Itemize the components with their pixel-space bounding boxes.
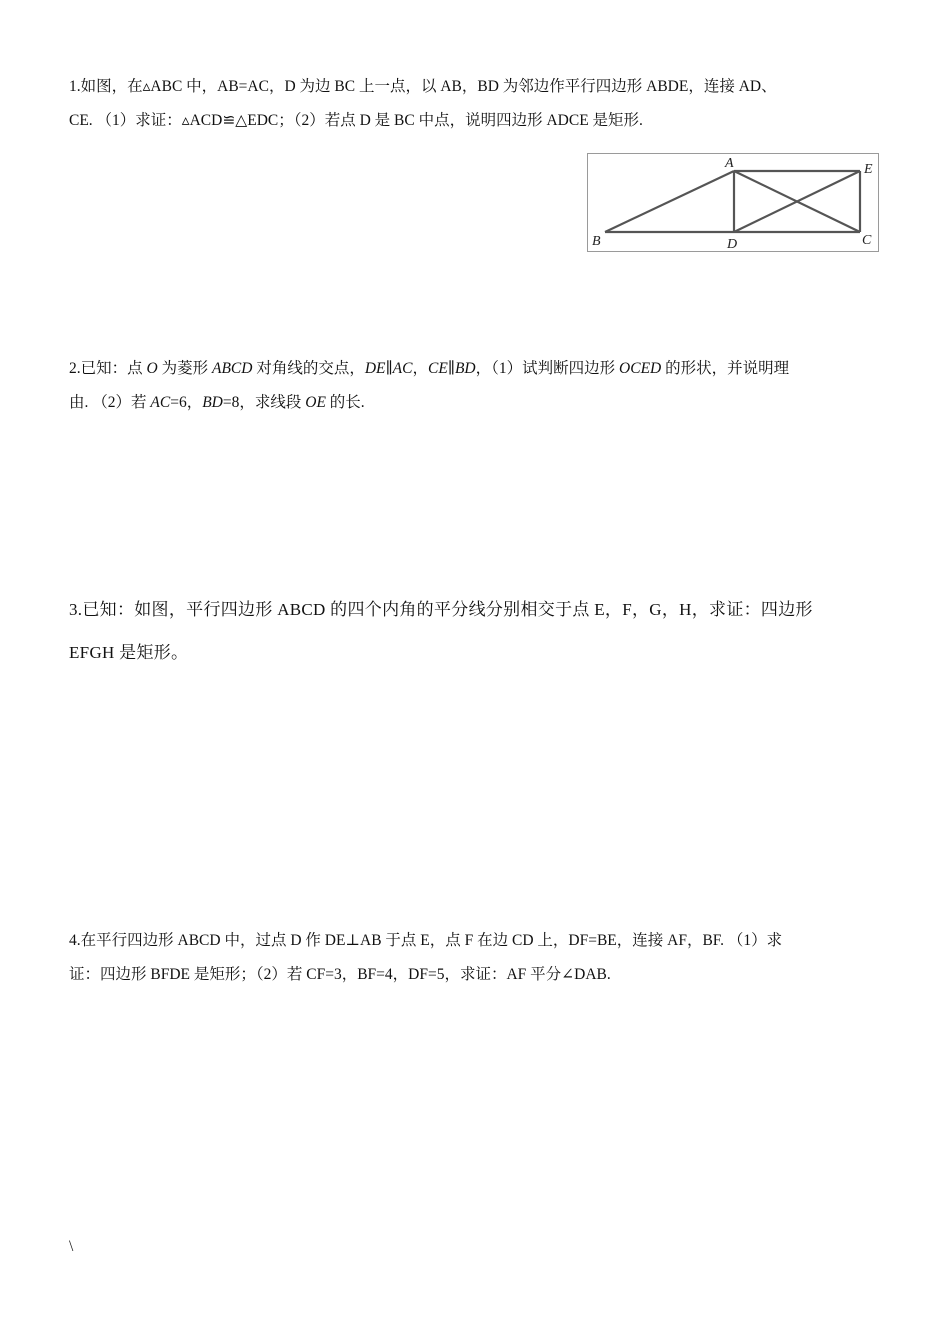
p2-text: =6， [170,394,203,411]
problem-4-line-1: 4.在平行四边形 ABCD 中，过点 D 作 DE⊥AB 于点 E，点 F 在边 CD 上，DF=BE，连接 AF，BF. （1）求 [69,932,783,949]
label-c: C [862,233,872,248]
problem-3 [69,588,881,674]
problem-3-line-2: EFGH 是矩形。 [69,643,189,662]
geometry-diagram [588,154,878,251]
p2-var: AC [150,394,171,411]
p2-var: O [146,360,158,377]
problem-4 [69,924,881,992]
label-a: A [725,156,734,171]
p2-var: DE∥AC [364,360,413,377]
problem-3-line-1: 3.已知：如图，平行四边形 ABCD 的四个内角的平分线分别相交于点 E，F，G，H，求证：四边形 [69,600,813,619]
problem-2 [69,352,881,420]
p2-var: OCED [619,360,662,377]
problem-2-line-2 [69,386,881,420]
problem-2-line-1 [69,352,881,386]
footer-mark: \ [69,1238,74,1255]
label-e: E [864,162,873,177]
p2-text: 为菱形 [157,360,212,377]
p2-text: 对角线的交点， [252,360,365,377]
p2-var: CE∥BD [428,360,476,377]
problem-1-figure [587,153,879,252]
p2-text: 2.已知：点 [69,360,147,377]
problem-1-line-2: CE. （1）求证：▵ACD≌△EDC；（2）若点 D 是 BC 中点，说明四边形 ADCE 是矩形. [69,112,643,129]
p2-text: ， [412,360,428,377]
problem-1-line-1: 1.如图，在▵ABC 中，AB=AC，D 为边 BC 上一点，以 AB，BD 为邻边作平行四边形 ABDE，连接 AD、 [69,78,777,95]
p2-var: ABCD [211,360,253,377]
p2-text: ，（1）试判断四边形 [475,360,620,377]
p2-var: BD [202,394,223,411]
figure-lines [605,171,860,232]
label-b: B [592,234,601,249]
p2-text: 的长. [325,394,365,411]
segment-ab [605,171,734,232]
p2-text: 由. （2）若 [69,394,151,411]
problem-4-line-2: 证：四边形 BFDE 是矩形；（2）若 CF=3，BF=4，DF=5，求证：AF 平分∠DAB. [69,966,611,983]
p2-text: 的形状，并说明理 [661,360,790,377]
p2-var: OE [305,394,326,411]
label-d: D [727,237,738,251]
problem-1 [69,70,881,138]
p2-text: =8，求线段 [222,394,306,411]
